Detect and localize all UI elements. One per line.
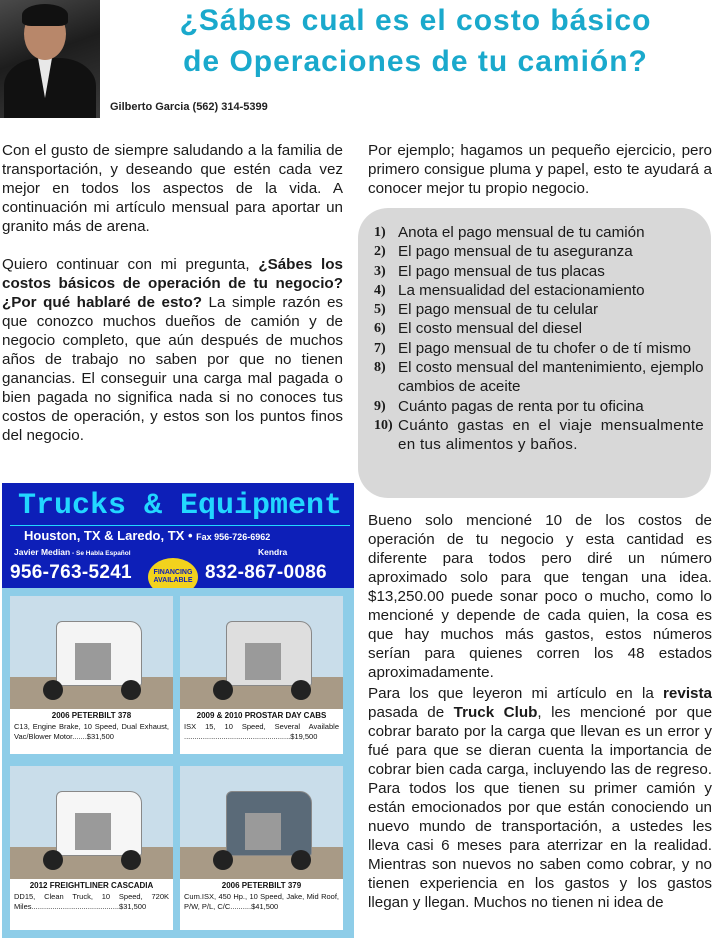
list-number: 10)	[374, 417, 393, 433]
title-line-2: de Operaciones de tu camión?	[183, 45, 648, 78]
listing-description: DD15, Clean Truck, 10 Speed, 720K Miles..........................................$31,500	[14, 892, 169, 911]
list-number: 4)	[374, 282, 386, 298]
list-text: Anota el pago mensual de tu camión	[398, 224, 645, 241]
author-photo	[0, 0, 100, 118]
list-number: 1)	[374, 225, 386, 240]
truck-listing-card[interactable]	[10, 596, 173, 754]
listing-description: ISX 15, 10 Speed, Several Available ...................................................$19,500	[184, 722, 339, 741]
listing-title: 2006 PETERBILT 379	[221, 881, 302, 890]
cost-list-item	[374, 339, 704, 358]
truck-listing-card[interactable]	[10, 766, 173, 930]
list-number: 7)	[374, 340, 386, 356]
list-text: El pago mensual de tu aseguranza	[398, 243, 633, 261]
title-line-1: ¿Sábes cual es el costo básico	[179, 4, 652, 37]
listing-description: C13, Engine Brake, 10 Speed, Dual Exhaust, Vac/Blower Motor.......$31,500	[14, 722, 169, 741]
list-number: 8)	[374, 360, 386, 376]
listing-title: 2006 PETERBILT 378	[51, 711, 132, 720]
truck-listing-card[interactable]	[180, 596, 343, 754]
list-number: 6)	[374, 321, 386, 337]
ad-divider	[10, 525, 350, 526]
estimate-paragraph: Bueno solo mencioné 10 de los costos de operación de tu negocio y esta cantidad es diferente para todos pero diré un número aproximado solo para que tengan una idea. $13,250.00 puede sonar poco o mucho, como lo mencioné y depende de cada quien, la cosa es que hay muchos más gastos, estos números serían para quienes corren los 48 estados aproximadamente.	[368, 512, 712, 681]
example-intro: Por ejemplo; hagamos un pequeño ejercicio, pero primero consigue pluma y papel, esto te ayudará a conocer mejor tu propio negocio.	[368, 142, 712, 197]
listing-title: 2012 FREIGHTLINER CASCADIA	[29, 881, 154, 890]
ad-location: Houston, TX & Laredo, TX • Fax 956-726-6962	[24, 528, 271, 543]
cost-list-item	[374, 262, 704, 281]
article-title	[108, 0, 723, 82]
list-text: Cuánto pagas de renta por tu oficina	[398, 397, 644, 415]
cost-list-item	[374, 358, 704, 397]
cost-list-item	[374, 397, 704, 416]
list-number: 5)	[374, 302, 386, 318]
cost-list-item	[374, 300, 704, 319]
listing-description: Cum.ISX, 450 Hp., 10 Speed, Jake, Mid Roof, P/W, P/L, C/C..........$41,500	[184, 892, 339, 911]
ad-contact-1: Javier Median - Se Habla Español	[14, 547, 131, 557]
intro-paragraph: Con el gusto de siempre saludando a la familia de transportación, y deseando que estén cada vez mejor en todos los aspectos de la vida. A continuación mi artículo mensual para aportar un granito más de arena.	[2, 142, 343, 235]
listing-title: 2009 & 2010 PROSTAR DAY CABS	[196, 711, 327, 720]
list-text: La mensualidad del estacionamiento	[398, 281, 645, 299]
list-text: El pago mensual de tus placas	[398, 262, 605, 280]
list-number: 3)	[374, 263, 386, 279]
cost-list-item	[374, 281, 704, 300]
cost-list-item	[374, 319, 704, 338]
right-column-body	[368, 511, 712, 912]
cost-list-item	[374, 223, 704, 242]
truck-photo	[10, 596, 173, 709]
revista-bold: revista	[663, 685, 712, 702]
truck-photo	[10, 766, 173, 879]
truck-photo	[180, 596, 343, 709]
ad-brand: Trucks & Equipment	[17, 489, 343, 523]
question-bold: ¿Sábes los costos básicos de operación de tu negocio? ¿Por qué hablaré de esto?	[2, 256, 343, 311]
truck-listing-card[interactable]	[180, 766, 343, 930]
ad-fax: Fax 956-726-6962	[196, 532, 271, 542]
cost-list-item	[374, 416, 704, 455]
truck-club-paragraph: Para los que leyeron mi artículo en la revista pasada de Truck Club, les mencioné por que cobrar barato por la carga que llevan es un error y fué para que se dieran cuenta la importancia de cobrar bien cada carga, incluyendo las de regreso. Para todos los que tienen su primer camión y están emocionados por que están conociendo un nuevo mundo de transportación, a ustedes les lleva casi 6 meses para aterrizar en la realidad. Mientras son nuevos no saben como cobrar, y no tienen experiencia en los gastos y los gastos llegan y llegan. Muchos no tienen ni idea de	[368, 685, 713, 911]
list-text: El costo mensual del mantenimiento, ejemplo cambios de aceite	[398, 359, 704, 396]
list-number: 2)	[374, 244, 386, 260]
list-number: 9)	[374, 398, 386, 414]
list-text: El pago mensual de tu chofer o de tí mismo	[398, 339, 691, 357]
cost-list	[374, 223, 704, 455]
ad-phone-1[interactable]: 956-763-5241	[10, 562, 132, 583]
list-text: El costo mensual del diesel	[398, 320, 583, 338]
list-text: El pago mensual de tu celular	[398, 301, 599, 319]
question-paragraph: Quiero continuar con mi pregunta, ¿Sábes los costos básicos de operación de tu negocio? ¿Por qué hablaré de esto? La simple razón es que conozco muchos dueños de camión y de negocio completo, que aún después de muchos años de trabajo no saben por que no tienen ganancias. El conseguir una carga mal pagada o bien pagada no significa nada si no conoces tus costos de operación, y estos son los puntos finos del negocio.	[2, 256, 343, 444]
financing-badge: FINANCING AVAILABLE	[148, 558, 198, 596]
ad-phone-2[interactable]: 832-867-0086	[205, 562, 327, 583]
truck-club-bold: Truck Club	[453, 704, 538, 721]
ad-contact-2: Kendra	[258, 547, 288, 557]
author-byline: Gilberto Garcia (562) 314-5399	[110, 101, 268, 113]
truck-photo	[180, 766, 343, 879]
left-column	[2, 141, 343, 445]
cost-list-item	[374, 242, 704, 261]
list-text: Cuánto gastas en el viaje mensualmente en tus alimentos y baños.	[398, 416, 704, 454]
